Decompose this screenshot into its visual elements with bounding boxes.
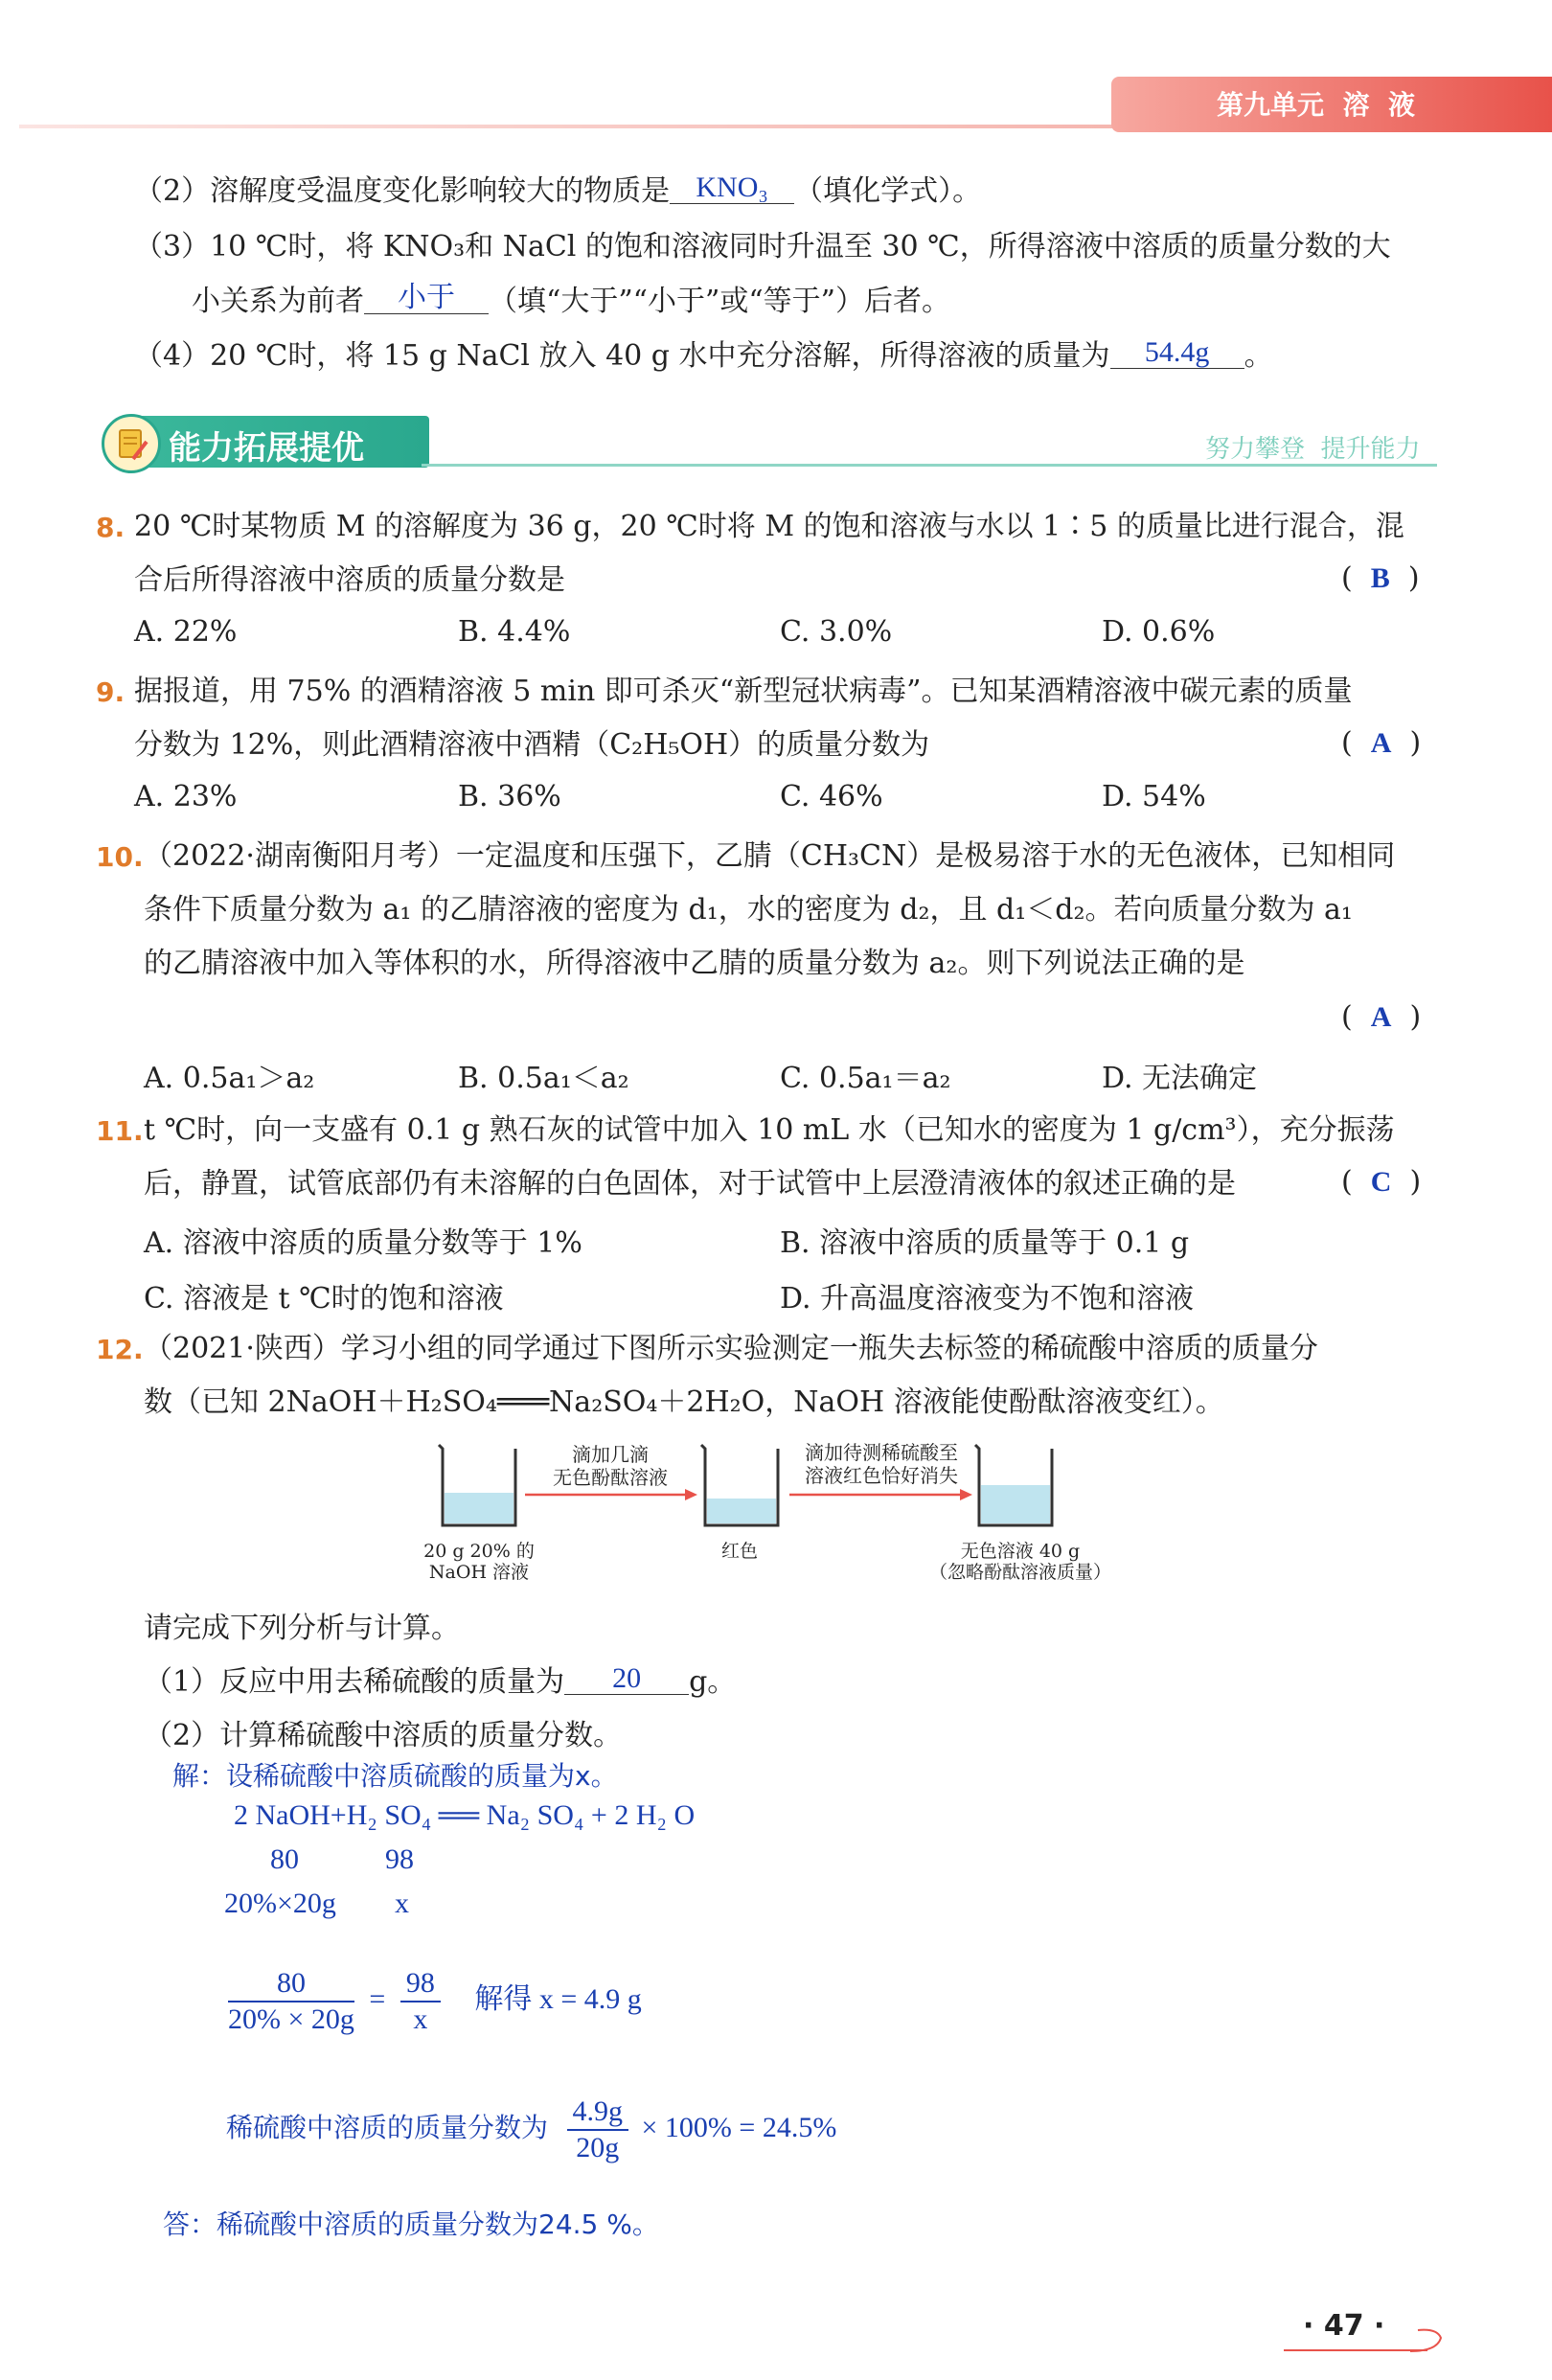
option-8b: B. 4.4%: [458, 615, 571, 649]
question-7-part-2: （2）溶解度受温度变化影响较大的物质是 KNO₃ （填化学式）。: [134, 172, 982, 208]
footer-swoosh-icon: [1408, 2323, 1447, 2355]
option-9a: A. 23%: [134, 780, 238, 813]
arrow-2: [789, 1489, 972, 1500]
header-rule: [19, 125, 1150, 128]
answer-bracket-9: ( A ): [1341, 726, 1422, 760]
experiment-diagram: [422, 1437, 1130, 1600]
solution-molar-mass-h2so4: 98: [385, 1843, 414, 1875]
solution-answer: 答：稀硫酸中溶质的质量分数为24.5 %。: [163, 2208, 659, 2240]
question-8-line1: 20 ℃时某物质 M 的溶解度为 36 g，20 ℃时将 M 的饱和溶液与水以 1∶5 的质量比进行混合，混: [134, 510, 1404, 543]
option-11a: A. 溶液中溶质的质量分数等于 1%: [144, 1226, 582, 1260]
question-11-line1: t ℃时，向一支盛有 0.1 g 熟石灰的试管中加入 10 mL 水（已知水的密度为 1 g/cm³），充分振荡: [144, 1113, 1395, 1147]
answer-bracket-8: ( B ): [1341, 561, 1420, 595]
option-8c: C. 3.0%: [780, 615, 893, 649]
question-12-line2: 数（已知 2NaOH＋H₂SO₄═══Na₂SO₄＋2H₂O，NaOH 溶液能使酚酞溶液变红）。: [144, 1385, 1224, 1419]
pencil-book-icon: [102, 414, 161, 473]
option-11d: D. 升高温度溶液变为不饱和溶液: [780, 1282, 1195, 1316]
footer-rule: [1284, 2349, 1427, 2351]
question-7-part-3-line1: （3）10 ℃时，将 KNO₃和 NaCl 的饱和溶液同时升温至 30 ℃，所得溶液中溶质的质量分数的大: [134, 230, 1391, 263]
solution-molar-mass-naoh: 80: [270, 1843, 299, 1875]
answer-blank-kno3: KNO₃: [670, 172, 794, 204]
solution-proportion: $\frac{80}{20\% \times 20g}$ = $\frac{98}{x}$ 解得 x = 4.9 g: [228, 1967, 642, 2035]
question-number-8: 8.: [96, 512, 126, 543]
option-10c: C. 0.5a₁＝a₂: [780, 1062, 951, 1095]
question-12-part-1: （1）反应中用去稀硫酸的质量为 20 g。: [144, 1662, 737, 1699]
question-10-line2: 条件下质量分数为 a₁ 的乙腈溶液的密度为 d₁，水的密度为 d₂，且 d₁＜d₂。若向质量分数为 a₁: [144, 893, 1353, 927]
option-10d: D. 无法确定: [1102, 1062, 1258, 1095]
solution-mass-fraction: 稀硫酸中溶质的质量分数为 $\frac{4.9g}{20g}$ × 100% = 24.5%: [226, 2095, 837, 2163]
arrow-1: [525, 1489, 697, 1500]
question-11-line2: 后，静置，试管底部仍有未溶解的白色固体，对于试管中上层澄清液体的叙述正确的是: [144, 1167, 1236, 1201]
question-10-line3: 的乙腈溶液中加入等体积的水，所得溶液中乙腈的质量分数为 a₂。则下列说法正确的是: [144, 947, 1245, 980]
beaker-1: [439, 1445, 515, 1525]
question-7-part-3-line2: 小关系为前者 小于 （填“大于”“小于”或“等于”）后者。: [192, 281, 951, 318]
page-number: · 47 ·: [1303, 2309, 1385, 2343]
option-10b: B. 0.5a₁＜a₂: [458, 1062, 629, 1095]
fraction-left: $\frac{80}{20\% \times 20g}$: [228, 1967, 354, 2035]
solution-given-x: x: [395, 1888, 409, 1919]
answer-blank-comparison: 小于: [364, 283, 489, 314]
answer-bracket-10: ( A ): [1341, 1000, 1422, 1034]
fraction-mass-ratio: $\frac{4.9g}{20g}$: [567, 2094, 629, 2165]
unit-title: 第九单元 溶 液: [1217, 89, 1415, 121]
option-9d: D. 54%: [1102, 780, 1206, 813]
question-12-intro: 请完成下列分析与计算。: [144, 1612, 460, 1645]
question-9-line2: 分数为 12%，则此酒精溶液中酒精（C₂H₅OH）的质量分数为: [134, 728, 930, 762]
question-number-9: 9.: [96, 676, 126, 708]
question-12-part-2: （2）计算稀硫酸中溶质的质量分数。: [144, 1719, 623, 1752]
question-number-10: 10.: [96, 841, 144, 873]
arrow-1-label: 滴加几滴 无色酚酞溶液: [553, 1443, 668, 1489]
beaker-2: [701, 1445, 778, 1525]
question-9-line1: 据报道，用 75% 的酒精溶液 5 min 即可杀灭“新型冠状病毒”。已知某酒精溶液中碳元素的质量: [134, 675, 1353, 708]
question-number-11: 11.: [96, 1115, 144, 1147]
question-10-line1: （2022·湖南衡阳月考）一定温度和压强下，乙腈（CH₃CN）是极易溶于水的无色液体，已知相同: [144, 839, 1396, 873]
solution-equation: 2 NaOH+H₂ SO₄ ══ Na₂ SO₄ + 2 H₂ O: [234, 1799, 696, 1831]
arrow-2-label: 滴加待测稀硫酸至 溶液红色恰好消失: [805, 1441, 958, 1487]
beaker-1-label: 20 g 20% 的 NaOH 溶液: [423, 1541, 535, 1583]
beaker-2-label: 红色: [720, 1541, 758, 1562]
question-7-part-4: （4）20 ℃时，将 15 g NaCl 放入 40 g 水中充分溶解，所得溶液的质量为 54.4g 。: [134, 336, 1273, 373]
option-9c: C. 46%: [780, 780, 883, 813]
beaker-3-label: 无色溶液 40 g （忽略酚酞溶液质量）: [928, 1541, 1111, 1583]
answer-blank-acid-mass: 20: [564, 1663, 689, 1695]
fraction-right: $\frac{98}{x}$: [400, 1966, 441, 2037]
answer-blank-solution-mass: 54.4g: [1110, 337, 1244, 369]
beaker-3: [975, 1445, 1052, 1525]
option-8a: A. 22%: [134, 615, 238, 649]
solution-given-naoh: 20%×20g: [224, 1888, 336, 1919]
option-9b: B. 36%: [458, 780, 561, 813]
option-8d: D. 0.6%: [1102, 615, 1216, 649]
question-8-line2: 合后所得溶液中溶质的质量分数是: [134, 563, 565, 597]
option-11b: B. 溶液中溶质的质量等于 0.1 g: [780, 1226, 1190, 1260]
answer-bracket-11: ( C ): [1341, 1165, 1422, 1199]
solution-setup: 解：设稀硫酸中溶质硫酸的质量为x。: [172, 1760, 618, 1792]
option-11c: C. 溶液是 t ℃时的饱和溶液: [144, 1282, 504, 1316]
option-10a: A. 0.5a₁＞a₂: [144, 1062, 315, 1095]
section-slogan: 努力攀登 提升能力: [1205, 435, 1421, 464]
section-title: 能力拓展提优: [169, 429, 364, 468]
question-number-12: 12.: [96, 1334, 144, 1365]
question-12-line1: （2021·陕西）学习小组的同学通过下图所示实验测定一瓶失去标签的稀硫酸中溶质的质量分: [144, 1332, 1318, 1365]
